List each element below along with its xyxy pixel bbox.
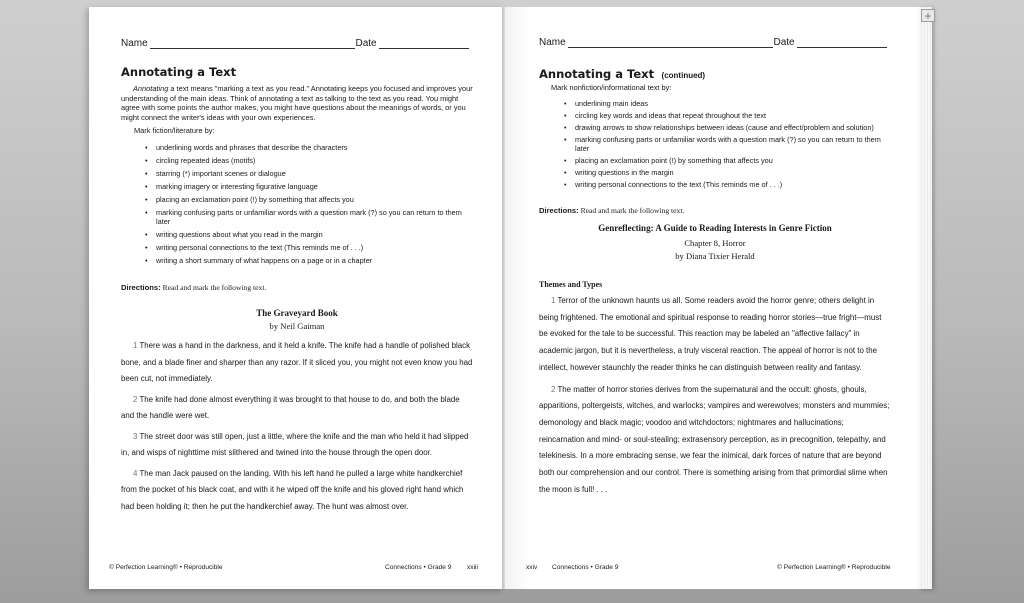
list-item: • writing personal connections to the text (This reminds me of . . .) — [564, 180, 894, 189]
left-page — [89, 7, 503, 589]
chapter-title: Chapter 8, Horror — [684, 238, 746, 248]
list-item: • circling key words and ideas that repeat throughout the text — [564, 111, 894, 120]
paragraph-text: Terror of the unknown haunts us all. Some readers avoid the horror genre; others delight in being frightened. The emotional and spiritual response to reading horror stories—true fright—must be evoked for the tale to be successful. This reaction may be labeled an "affective fallacy" in academic jargon, but it is nevertheless, a truly visceral reaction. The appeal of horror is not to the intellect, however staunchly the reader thinks he can distinguish between reality and fantasy. — [539, 296, 882, 372]
paragraph-text: The knife had done almost everything it was brought to that house to do, and both the blade and the handle were wet. — [121, 394, 460, 420]
story-paragraph — [121, 338, 473, 388]
directions-text: Read and mark the following text. — [580, 206, 685, 215]
page-edge — [919, 7, 932, 589]
right-page — [505, 7, 919, 589]
footer-course: Connections • Grade 9 — [552, 564, 619, 571]
paragraph-number: 4 — [133, 468, 138, 478]
paragraph-number: 1 — [133, 341, 138, 350]
list-item: • writing a short summary of what happens on a page or in a chapter — [145, 256, 463, 265]
list-item: • placing an exclamation point (!) by something that affects you — [564, 156, 894, 165]
article-paragraph — [539, 293, 891, 377]
list-item: • drawing arrows to show relationships between ideas (cause and effect/problem and solution) — [564, 123, 894, 132]
list-item: • writing questions in the margin — [564, 168, 894, 177]
directions-label: Directions: — [539, 206, 579, 215]
article-text — [539, 293, 891, 498]
footer-course: Connections • Grade 9 — [385, 564, 452, 571]
book-title: Genreflecting: A Guide to Reading Interests in Genre Fiction — [598, 223, 832, 233]
paragraph-number: 2 — [133, 394, 138, 404]
nonfiction-bullet-list — [564, 99, 894, 189]
add-icon[interactable]: + — [921, 9, 935, 22]
list-item: • circling repeated ideas (motifs) — [145, 156, 463, 165]
page-title: Annotating a Text — [539, 67, 655, 81]
book-author: by Diana Tixier Herald — [675, 251, 755, 261]
name-line — [150, 48, 355, 49]
intro-paragraph — [121, 84, 473, 122]
paragraph-number: 3 — [133, 431, 138, 441]
page-title: Annotating a Text — [121, 65, 237, 79]
story-paragraph — [121, 466, 473, 516]
directions — [121, 283, 266, 292]
paragraph-text: The man Jack paused on the landing. With his left hand he pulled a large white handkerchief from the pocket of his black coat, and with it he wiped off the knife and his gloved right hand which had been holding it; then he put the handkerchief away. The hunt was almost over. — [121, 468, 464, 511]
mark-label: Mark nonfiction/informational text by: — [551, 83, 672, 92]
footer-page-number: xxiv — [526, 564, 538, 571]
list-item: • placing an exclamation point (!) by something that affects you — [145, 195, 463, 204]
footer-page-number: xxiii — [467, 564, 478, 571]
list-item: • underlining main ideas — [564, 99, 894, 108]
intro-emphasis: Annotating — [133, 84, 169, 93]
list-item: • writing personal connections to the text (This reminds me of . . .) — [145, 243, 463, 252]
intro-text: a text means "marking a text as you read." Annotating keeps you focused and improves your understanding of the main ideas. Think of annotating a text as talking to the text as you read. You might agree with some points the author makes, you might have questions about the meanings of words, or you might connect the writer's ideas with your own experiences. — [121, 84, 473, 122]
list-item: • marking confusing parts or unfamiliar words with a question mark (?) so you can return to them later — [564, 135, 894, 153]
directions-label: Directions: — [121, 283, 161, 292]
fiction-bullet-list — [145, 143, 463, 265]
list-item: • marking confusing parts or unfamiliar words with a question mark (?) so you can return to them later — [145, 208, 463, 226]
date-line — [379, 48, 469, 49]
paragraph-text: The street door was still open, just a little, where the knife and the man who held it had slipped in, and wisps of nighttime mist slithered and twined into the house through the open door. — [121, 431, 469, 457]
footer-copyright: © Perfection Learning® • Reproducible — [777, 564, 891, 571]
list-item: • marking imagery or interesting figurative language — [145, 182, 463, 191]
paragraph-number: 2 — [551, 384, 556, 394]
directions-text: Read and mark the following text. — [162, 283, 267, 292]
paragraph-text: The matter of horror stories derives from the supernatural and the occult: ghosts, ghouls, apparitions, poltergeists, witches, and warlocks; vampires and werewolves; monsters and mummies; demonology and black magic; voodoo and witchdoctors; nightmares and hallucinations; reincarnation and mind- or soul-stealing; extrasensory perception, as in precognition, telepathy, and telekinesis. In a more embracing sense, we fear the inimical, dark forces of nature that are beyond both our comprehension and our control. There is something arising from that primordial slime when the moon is full! . . . — [539, 384, 890, 494]
list-item: • writing questions about what you read in the margin — [145, 230, 463, 239]
directions — [539, 206, 684, 215]
footer-copyright: © Perfection Learning® • Reproducible — [109, 564, 223, 571]
book-author: by Neil Gaiman — [269, 321, 325, 331]
date-label: Date — [355, 38, 377, 49]
list-item: • starring (*) important scenes or dialogue — [145, 169, 463, 178]
story-paragraph — [121, 392, 473, 425]
page-title-suffix: (continued) — [661, 71, 706, 80]
date-line — [797, 47, 887, 48]
story-text — [121, 338, 473, 515]
story-paragraph — [121, 429, 473, 462]
page-title-row — [539, 65, 705, 83]
name-line — [568, 47, 773, 48]
book-title: The Graveyard Book — [256, 308, 338, 318]
list-item: • underlining words and phrases that describe the characters — [145, 143, 463, 152]
article-paragraph — [539, 382, 891, 499]
name-label: Name — [121, 38, 148, 49]
date-label: Date — [773, 37, 795, 48]
name-date-row — [539, 37, 889, 48]
paragraph-number: 1 — [551, 296, 556, 305]
paragraph-text: There was a hand in the darkness, and it held a knife. The knife had a handle of polished black bone, and a blade finer and sharper than any razor. If it sliced you, you might not even know you had been cut, not immediately. — [121, 341, 473, 383]
mark-label: Mark fiction/literature by: — [134, 126, 215, 135]
section-heading: Themes and Types — [539, 280, 603, 289]
name-label: Name — [539, 37, 566, 48]
name-date-row — [121, 38, 471, 49]
